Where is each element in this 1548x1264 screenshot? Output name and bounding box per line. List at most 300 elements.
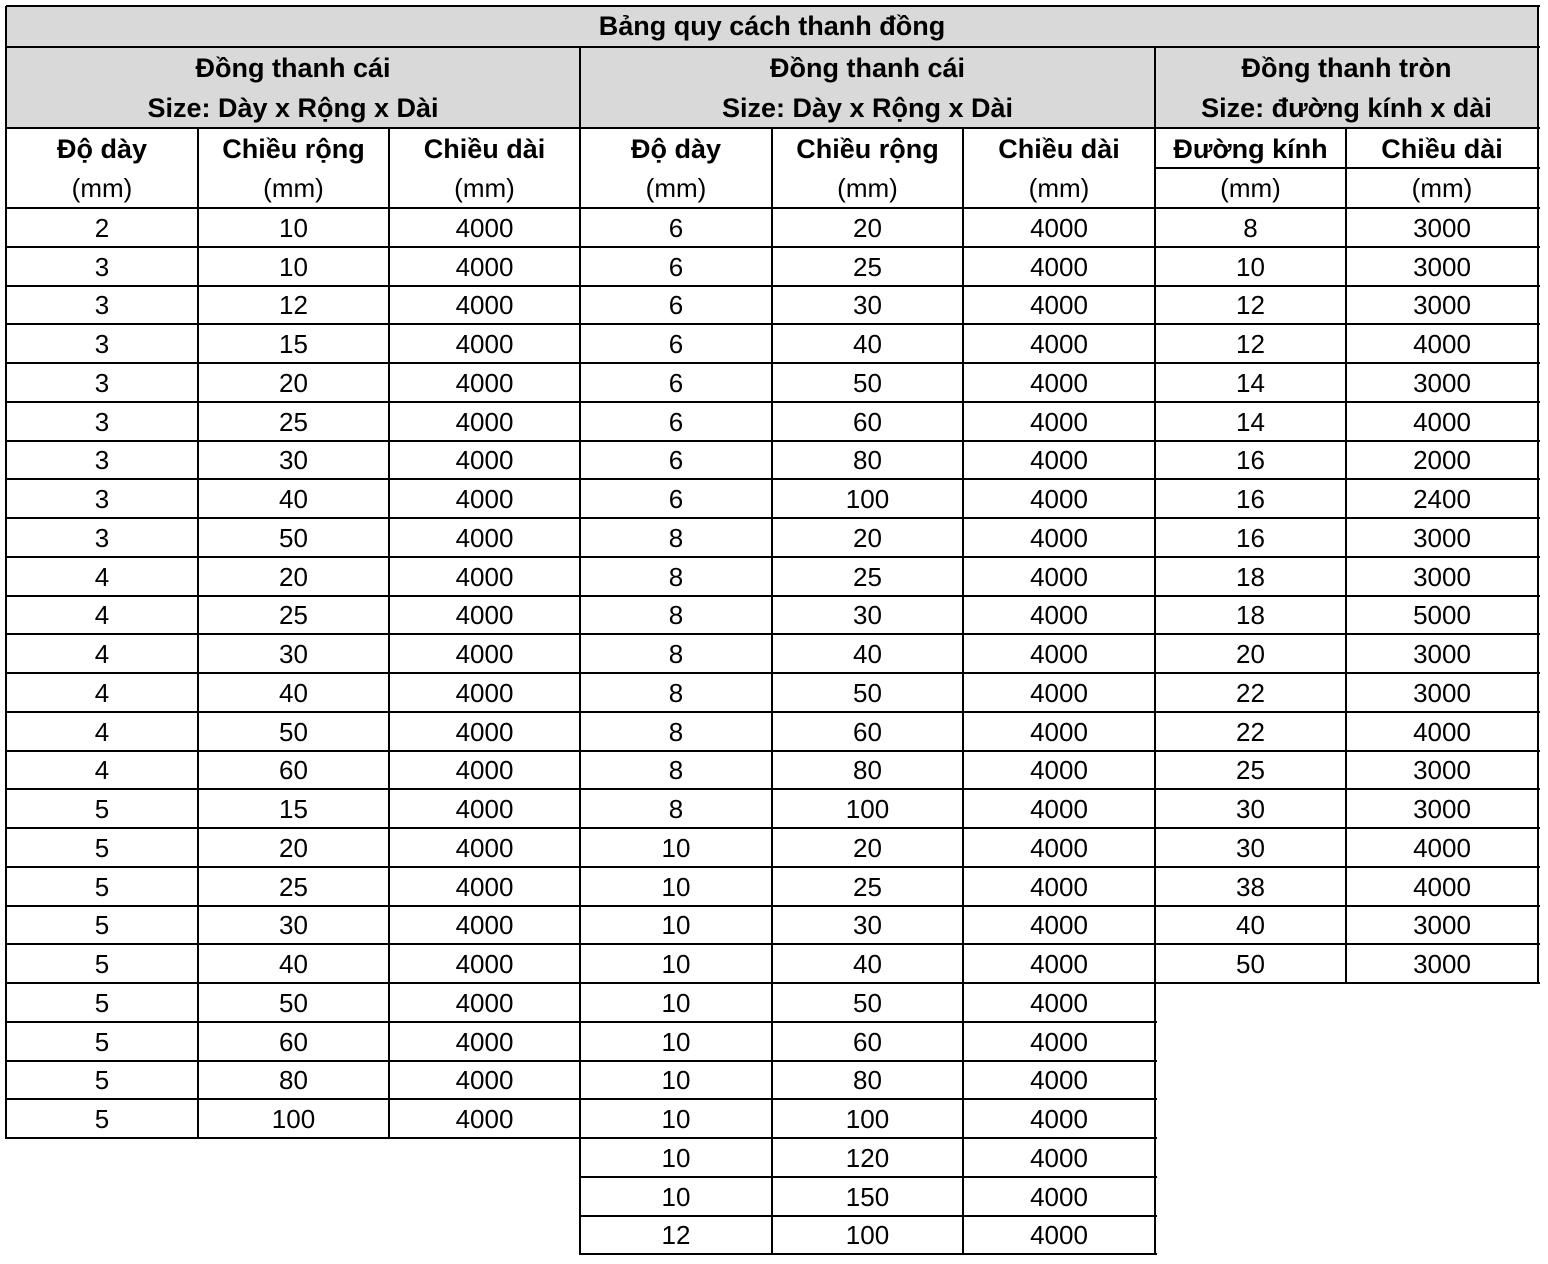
table-cell: 8 [668,677,684,708]
table-cell: 4000 [1413,832,1471,863]
table-cell: 4000 [455,329,514,360]
table-cell: 100 [271,1104,316,1135]
table-cell: 4000 [455,212,514,243]
grid-line-horizontal [6,46,1540,48]
grid-line-horizontal [580,440,1157,442]
grid-line-horizontal [6,750,582,752]
table-cell: 30 [853,290,882,321]
table-cell: 100 [845,794,890,825]
grid-line-vertical [1537,47,1539,984]
grid-line-horizontal [6,866,582,868]
table-cell: 8 [668,755,684,786]
table-cell: 4000 [455,445,514,476]
group-title: Đồng thanh tròn [1241,52,1452,83]
table-cell: 10 [1236,251,1265,282]
table-cell: 20 [279,832,308,863]
table-cell: 150 [845,1181,890,1212]
table-cell: 4000 [1413,406,1471,437]
grid-line-horizontal [6,672,582,674]
grid-line-horizontal [580,633,1157,635]
grid-line-horizontal [580,1021,1157,1023]
column-header: Chiều rộng [796,133,939,164]
table-cell: 4000 [455,794,514,825]
table-cell: 6 [668,367,684,398]
grid-line-horizontal [6,478,582,480]
grid-line-horizontal [1155,323,1540,325]
table-cell: 40 [279,677,308,708]
grid-line-horizontal [6,595,582,597]
table-cell: 8 [1243,212,1258,243]
grid-line-horizontal [580,905,1157,907]
table-cell: 4000 [1030,561,1088,592]
grid-line-horizontal [6,1098,582,1100]
grid-line-horizontal [6,905,582,907]
table-cell: 4000 [1030,329,1088,360]
table-cell: 12 [1236,290,1265,321]
table-cell: 20 [279,367,308,398]
table-cell: 3000 [1413,755,1471,786]
column-header: Đường kính [1173,133,1328,164]
table-cell: 4000 [1030,367,1088,398]
table-cell: 4000 [455,561,514,592]
table-cell: 25 [279,600,308,631]
column-unit: (mm) [71,172,133,203]
grid-line-horizontal [580,246,1157,248]
table-cell: 25 [853,251,882,282]
table-cell: 15 [279,794,308,825]
table-cell: 38 [1236,871,1265,902]
grid-line-horizontal [1155,285,1540,287]
table-cell: 10 [661,871,691,902]
table-cell: 30 [279,445,308,476]
column-header: Độ dày [56,133,148,164]
table-cell: 16 [1236,484,1265,515]
table-cell: 2000 [1413,445,1471,476]
table-cell: 18 [1236,561,1265,592]
grid-line-horizontal [6,827,582,829]
sheet-title: Bảng quy cách thanh đồng [598,11,946,41]
table-cell: 10 [661,832,691,863]
table-cell: 50 [279,987,308,1018]
table-cell: 6 [668,290,684,321]
grid-line-vertical [5,6,7,48]
grid-line-horizontal [1155,750,1540,752]
table-cell: 4000 [455,600,514,631]
table-cell: 4000 [1030,484,1088,515]
grid-line-horizontal [1155,362,1540,364]
grid-line-vertical [5,47,7,1139]
grid-line-horizontal [1155,440,1540,442]
table-cell: 10 [661,987,691,1018]
table-cell: 5 [94,1065,110,1096]
grid-line-vertical [771,128,773,1255]
grid-line-horizontal [580,1137,1157,1139]
grid-line-horizontal [6,401,582,403]
column-header: Chiều dài [423,133,546,164]
group-size: Size: Dày x Rộng x Dài [147,92,439,123]
table-cell: 4000 [455,949,514,980]
table-cell: 5 [94,1104,110,1135]
grid-line-horizontal [580,362,1157,364]
group-size: Size: đường kính x dài [1201,92,1492,123]
column-header: Chiều dài [998,133,1120,164]
table-cell: 4000 [455,290,514,321]
column-header: Độ dày [630,133,722,164]
table-cell: 20 [853,522,882,553]
grid-line-horizontal [1155,167,1540,169]
table-cell: 22 [1236,716,1265,747]
table-cell: 80 [853,755,882,786]
grid-line-horizontal [580,401,1157,403]
table-cell: 100 [845,484,890,515]
table-cell: 4000 [1030,949,1088,980]
table-cell: 4000 [1030,639,1088,670]
grid-line-horizontal [6,127,1540,129]
table-cell: 4000 [455,406,514,437]
grid-line-horizontal [580,1098,1157,1100]
table-cell: 4000 [1030,755,1088,786]
table-cell: 6 [668,484,684,515]
grid-line-horizontal [6,633,582,635]
grid-line-horizontal [6,362,582,364]
table-cell: 4000 [455,251,514,282]
table-cell: 8 [668,716,684,747]
table-cell: 4000 [455,522,514,553]
grid-line-horizontal [580,556,1157,558]
table-cell: 40 [1236,910,1265,941]
table-cell: 4 [94,716,110,747]
column-header: Chiều rộng [222,133,365,164]
table-cell: 3000 [1413,639,1471,670]
table-cell: 6 [668,251,684,282]
grid-line-horizontal [1155,556,1540,558]
grid-line-horizontal [6,5,1540,7]
table-cell: 50 [279,716,308,747]
grid-line-horizontal [6,556,582,558]
grid-line-horizontal [580,788,1157,790]
grid-line-vertical [579,47,581,1255]
grid-line-horizontal [6,1021,582,1023]
table-cell: 30 [279,910,308,941]
grid-line-horizontal [6,788,582,790]
table-cell: 3 [94,445,110,476]
table-cell: 4000 [1030,1026,1088,1057]
table-cell: 4000 [1413,716,1471,747]
table-cell: 3000 [1413,367,1471,398]
table-cell: 60 [853,716,882,747]
grid-line-horizontal [1155,943,1540,945]
table-cell: 6 [668,329,684,360]
table-cell: 2400 [1413,484,1471,515]
table-cell: 4000 [1030,910,1088,941]
table-cell: 10 [661,1104,691,1135]
table-cell: 3000 [1413,677,1471,708]
table-cell: 10 [661,949,691,980]
table-cell: 4000 [1030,794,1088,825]
grid-line-horizontal [580,1253,1157,1255]
table-cell: 4000 [455,832,514,863]
column-header: Chiều dài [1381,133,1503,164]
table-cell: 40 [853,949,882,980]
table-cell: 100 [845,1104,890,1135]
table-cell: 40 [853,639,882,670]
grid-line-horizontal [1155,401,1540,403]
table-cell: 4000 [1030,1181,1088,1212]
table-cell: 4 [94,561,110,592]
grid-line-horizontal [6,285,582,287]
grid-line-horizontal [6,440,582,442]
table-cell: 60 [853,1026,882,1057]
table-cell: 3000 [1413,910,1471,941]
grid-line-horizontal [580,711,1157,713]
grid-line-horizontal [1155,827,1540,829]
column-unit: (mm) [1028,172,1090,203]
grid-line-horizontal [1155,633,1540,635]
grid-line-horizontal [580,982,1157,984]
table-cell: 25 [279,871,308,902]
table-cell: 4000 [455,677,514,708]
column-unit: (mm) [263,172,324,203]
table-cell: 4000 [1030,677,1088,708]
table-cell: 4000 [1030,716,1088,747]
table-cell: 10 [661,1142,691,1173]
grid-line-horizontal [1155,246,1540,248]
column-unit: (mm) [645,172,707,203]
table-cell: 4000 [1030,445,1088,476]
table-cell: 4 [94,755,110,786]
grid-line-horizontal [1155,905,1540,907]
table-cell: 8 [668,561,684,592]
table-cell: 3 [94,484,110,515]
table-cell: 14 [1236,406,1265,437]
table-cell: 50 [279,522,308,553]
table-cell: 6 [668,212,684,243]
table-cell: 18 [1236,600,1265,631]
table-cell: 10 [661,910,691,941]
table-cell: 4000 [455,910,514,941]
table-cell: 4000 [455,755,514,786]
table-cell: 3 [94,406,110,437]
table-cell: 5 [94,1026,110,1057]
table-cell: 80 [853,445,882,476]
table-cell: 30 [1236,832,1265,863]
table-cell: 20 [1236,639,1265,670]
table-cell: 8 [668,794,684,825]
table-cell: 50 [853,677,882,708]
table-cell: 10 [661,1181,691,1212]
table-cell: 4000 [1030,290,1088,321]
table-cell: 50 [853,987,882,1018]
grid-line-vertical [1154,47,1156,984]
table-cell: 12 [1236,329,1265,360]
table-cell: 50 [1236,949,1265,980]
table-cell: 3000 [1413,251,1471,282]
table-cell: 60 [853,406,882,437]
grid-line-horizontal [6,207,582,209]
grid-line-vertical [388,128,390,1139]
table-cell: 4000 [1030,1104,1088,1135]
table-cell: 4000 [1030,600,1088,631]
group-title: Đồng thanh cái [195,52,391,83]
table-cell: 3000 [1413,522,1471,553]
table-cell: 5 [94,871,110,902]
table-cell: 3000 [1413,212,1471,243]
table-cell: 8 [668,522,684,553]
grid-line-horizontal [1155,595,1540,597]
table-cell: 12 [279,290,308,321]
table-cell: 12 [661,1220,691,1251]
grid-line-horizontal [580,672,1157,674]
grid-line-horizontal [580,943,1157,945]
grid-line-horizontal [580,323,1157,325]
table-cell: 14 [1236,367,1265,398]
table-cell: 15 [279,329,308,360]
table-cell: 6 [668,445,684,476]
grid-line-horizontal [1155,788,1540,790]
table-cell: 25 [279,406,308,437]
table-cell: 5 [94,910,110,941]
column-unit: (mm) [1220,172,1281,203]
table-cell: 4000 [455,1104,514,1135]
table-cell: 50 [853,367,882,398]
group-size: Size: Dày x Rộng x Dài [721,92,1014,123]
grid-line-horizontal [580,285,1157,287]
column-unit: (mm) [837,172,898,203]
grid-line-horizontal [1155,711,1540,713]
table-cell: 3000 [1413,561,1471,592]
grid-line-horizontal [6,1060,582,1062]
table-cell: 10 [279,212,308,243]
grid-line-horizontal [580,1215,1157,1217]
table-cell: 10 [661,1026,691,1057]
table-cell: 4000 [1030,1142,1088,1173]
table-cell: 5 [94,832,110,863]
grid-line-horizontal [6,943,582,945]
table-cell: 4000 [455,1026,514,1057]
table-cell: 3 [94,251,110,282]
table-cell: 4000 [1030,406,1088,437]
column-unit: (mm) [454,172,515,203]
table-cell: 4000 [455,987,514,1018]
table-cell: 3000 [1413,290,1471,321]
table-cell: 6 [668,406,684,437]
table-cell: 4000 [455,716,514,747]
table-cell: 80 [853,1065,882,1096]
table-cell: 8 [668,639,684,670]
grid-line-horizontal [580,517,1157,519]
table-cell: 4000 [1030,1065,1088,1096]
table-cell: 3000 [1413,794,1471,825]
table-cell: 40 [279,949,308,980]
grid-line-horizontal [580,750,1157,752]
table-cell: 5 [94,987,110,1018]
table-cell: 30 [853,910,882,941]
table-cell: 4000 [455,871,514,902]
grid-line-horizontal [1155,207,1540,209]
grid-line-vertical [197,128,199,1139]
grid-line-horizontal [6,517,582,519]
table-cell: 60 [279,755,308,786]
table-cell: 4000 [1413,329,1471,360]
grid-line-horizontal [1155,866,1540,868]
grid-line-horizontal [6,982,582,984]
grid-line-horizontal [580,866,1157,868]
table-cell: 40 [853,329,882,360]
table-cell: 16 [1236,522,1265,553]
table-cell: 20 [853,212,882,243]
table-cell: 4 [94,600,110,631]
table-cell: 22 [1236,677,1265,708]
grid-line-horizontal [580,1176,1157,1178]
grid-line-horizontal [1155,478,1540,480]
table-cell: 4000 [455,1065,514,1096]
table-cell: 25 [853,871,882,902]
table-cell: 30 [853,600,882,631]
table-cell: 25 [1236,755,1265,786]
grid-line-horizontal [6,246,582,248]
table-cell: 20 [853,832,882,863]
table-cell: 4000 [1030,1220,1088,1251]
grid-line-horizontal [580,827,1157,829]
table-cell: 16 [1236,445,1265,476]
grid-line-horizontal [580,207,1157,209]
grid-line-vertical [1537,6,1539,48]
table-cell: 3 [94,522,110,553]
table-cell: 10 [661,1065,691,1096]
table-cell: 4 [94,677,110,708]
group-title: Đồng thanh cái [770,52,965,83]
table-cell: 20 [279,561,308,592]
table-cell: 4000 [1030,871,1088,902]
grid-line-horizontal [580,1060,1157,1062]
column-unit: (mm) [1411,172,1473,203]
table-cell: 5000 [1413,600,1471,631]
grid-line-horizontal [6,323,582,325]
grid-line-horizontal [580,478,1157,480]
grid-line-vertical [962,128,964,1255]
table-cell: 3 [94,329,110,360]
table-cell: 4000 [1413,871,1471,902]
table-cell: 100 [845,1220,890,1251]
table-cell: 120 [845,1142,890,1173]
grid-line-horizontal [1155,982,1540,984]
grid-line-horizontal [1155,517,1540,519]
table-cell: 4 [94,639,110,670]
table-cell: 3 [94,290,110,321]
table-cell: 4000 [1030,832,1088,863]
table-cell: 10 [279,251,308,282]
grid-line-vertical [1345,128,1347,984]
table-cell: 30 [1236,794,1265,825]
grid-line-horizontal [6,1137,582,1139]
table-cell: 5 [94,949,110,980]
table-cell: 40 [279,484,308,515]
grid-line-horizontal [580,595,1157,597]
grid-line-horizontal [6,711,582,713]
table-cell: 4000 [455,367,514,398]
table-cell: 25 [853,561,882,592]
table-cell: 60 [279,1026,308,1057]
table-cell: 4000 [1030,522,1088,553]
table-cell: 3000 [1413,949,1471,980]
grid-line-horizontal [1155,672,1540,674]
table-cell: 2 [94,212,110,243]
table-cell: 4000 [1030,987,1088,1018]
table-cell: 4000 [455,639,514,670]
table-cell: 4000 [1030,251,1088,282]
table-cell: 4000 [455,484,514,515]
table-cell: 5 [94,794,110,825]
